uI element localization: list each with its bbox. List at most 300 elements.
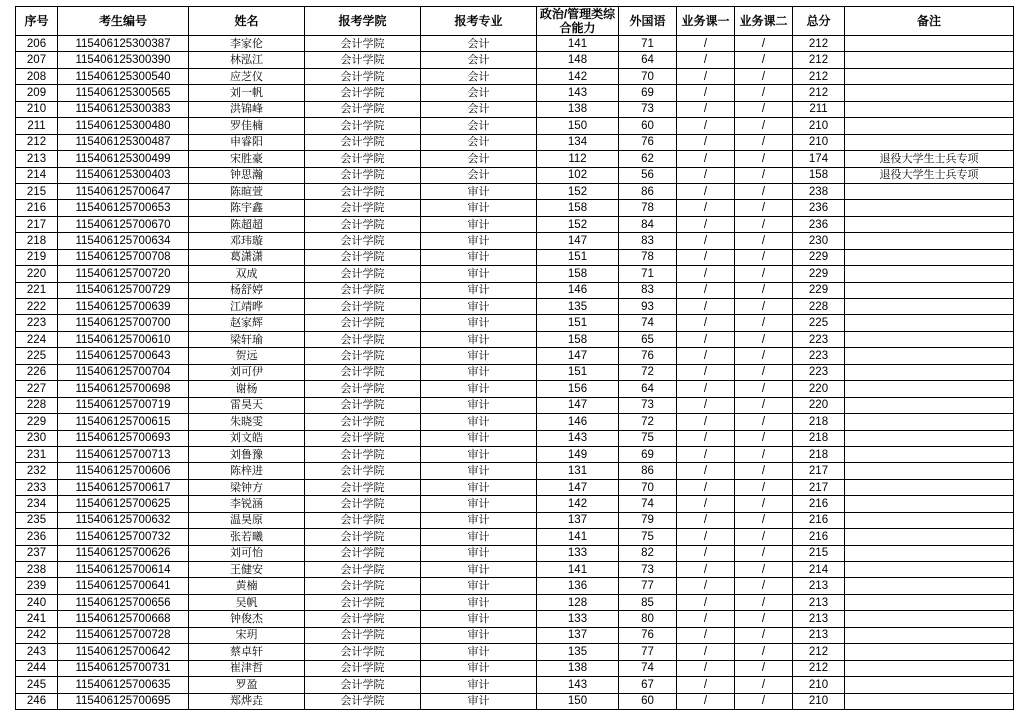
foreign-language-cell: 80 [619,611,677,627]
exam-id-cell: 115406125700610 [58,331,189,347]
exam-id-cell: 115406125700639 [58,299,189,315]
politics-cell: 143 [537,430,619,446]
college-cell: 会计学院 [305,512,421,528]
table-row [16,677,1014,693]
table-row [16,85,1014,101]
name-cell: 刘可伊 [189,364,305,380]
foreign-language-cell: 73 [619,397,677,413]
course-one-cell: / [677,134,735,150]
seq-cell: 217 [16,216,58,232]
seq-cell: 235 [16,512,58,528]
college-cell: 会计学院 [305,315,421,331]
name-cell: 陈梓进 [189,463,305,479]
course-one-cell: / [677,660,735,676]
course-one-cell: / [677,151,735,167]
course-one-cell: / [677,282,735,298]
name-cell: 申睿阳 [189,134,305,150]
seq-cell: 213 [16,151,58,167]
major-cell: 会计 [421,101,537,117]
seq-cell: 245 [16,677,58,693]
major-cell: 审计 [421,594,537,610]
course-two-cell: / [735,693,793,709]
foreign-language-cell: 65 [619,331,677,347]
college-cell: 会计学院 [305,496,421,512]
total-cell: 228 [793,299,845,315]
note-cell: 退役大学生士兵专项 [845,167,1014,183]
table-row [16,266,1014,282]
course-one-cell: / [677,545,735,561]
exam-id-cell: 115406125700704 [58,364,189,380]
major-cell: 会计 [421,68,537,84]
exam-id-cell: 115406125700656 [58,594,189,610]
note-cell [845,134,1014,150]
major-cell: 审计 [421,216,537,232]
course-one-cell: / [677,397,735,413]
exam-id-cell: 115406125700670 [58,216,189,232]
college-cell: 会计学院 [305,167,421,183]
exam-id-cell: 115406125700653 [58,200,189,216]
major-cell: 审计 [421,397,537,413]
note-cell [845,216,1014,232]
politics-cell: 135 [537,299,619,315]
major-cell: 审计 [421,611,537,627]
seq-cell: 212 [16,134,58,150]
politics-cell: 143 [537,85,619,101]
exam-id-cell: 115406125700625 [58,496,189,512]
college-cell: 会计学院 [305,529,421,545]
course-two-cell: / [735,183,793,199]
name-cell: 张若曦 [189,529,305,545]
major-cell: 审计 [421,562,537,578]
note-cell [845,677,1014,693]
seq-cell: 232 [16,463,58,479]
course-one-cell: / [677,381,735,397]
college-cell: 会计学院 [305,134,421,150]
course-two-cell: / [735,562,793,578]
seq-cell: 246 [16,693,58,709]
note-cell [845,118,1014,134]
table-row [16,594,1014,610]
college-cell: 会计学院 [305,397,421,413]
foreign-language-cell: 83 [619,233,677,249]
total-cell: 212 [793,68,845,84]
note-cell [845,397,1014,413]
college-cell: 会计学院 [305,200,421,216]
table-row [16,627,1014,643]
course-one-cell: / [677,299,735,315]
total-cell: 174 [793,151,845,167]
politics-cell: 147 [537,233,619,249]
header-foreign-language: 外国语 [619,7,677,36]
college-cell: 会计学院 [305,183,421,199]
exam-id-cell: 115406125700632 [58,512,189,528]
exam-id-cell: 115406125300540 [58,68,189,84]
total-cell: 229 [793,266,845,282]
course-two-cell: / [735,414,793,430]
note-cell [845,348,1014,364]
course-two-cell: / [735,200,793,216]
college-cell: 会计学院 [305,578,421,594]
seq-cell: 207 [16,52,58,68]
major-cell: 审计 [421,266,537,282]
name-cell: 郑烨垚 [189,693,305,709]
table-row [16,216,1014,232]
table-row [16,660,1014,676]
table-row [16,479,1014,495]
exam-id-cell: 115406125700731 [58,660,189,676]
politics-cell: 158 [537,266,619,282]
foreign-language-cell: 67 [619,677,677,693]
table-row [16,299,1014,315]
course-one-cell: / [677,167,735,183]
header-college: 报考学院 [305,7,421,36]
course-two-cell: / [735,348,793,364]
politics-cell: 151 [537,249,619,265]
note-cell [845,101,1014,117]
exam-id-cell: 115406125300403 [58,167,189,183]
seq-cell: 222 [16,299,58,315]
note-cell [845,249,1014,265]
politics-cell: 138 [537,660,619,676]
exam-id-cell: 115406125300383 [58,101,189,117]
name-cell: 洪锦峰 [189,101,305,117]
course-one-cell: / [677,331,735,347]
seq-cell: 244 [16,660,58,676]
exam-id-cell: 115406125300390 [58,52,189,68]
politics-cell: 138 [537,101,619,117]
course-two-cell: / [735,446,793,462]
major-cell: 审计 [421,479,537,495]
politics-cell: 128 [537,594,619,610]
college-cell: 会计学院 [305,660,421,676]
table-row [16,611,1014,627]
total-cell: 223 [793,348,845,364]
name-cell: 林泓江 [189,52,305,68]
course-two-cell: / [735,364,793,380]
total-cell: 223 [793,364,845,380]
politics-cell: 151 [537,315,619,331]
name-cell: 蔡卓轩 [189,644,305,660]
total-cell: 218 [793,430,845,446]
politics-cell: 112 [537,151,619,167]
note-cell [845,660,1014,676]
total-cell: 217 [793,479,845,495]
name-cell: 梁钟方 [189,479,305,495]
foreign-language-cell: 85 [619,594,677,610]
foreign-language-cell: 93 [619,299,677,315]
note-cell [845,331,1014,347]
table-row [16,562,1014,578]
foreign-language-cell: 62 [619,151,677,167]
foreign-language-cell: 75 [619,529,677,545]
header-seq: 序号 [16,7,58,36]
exam-id-cell: 115406125700713 [58,446,189,462]
major-cell: 审计 [421,364,537,380]
name-cell: 刘一帆 [189,85,305,101]
total-cell: 212 [793,52,845,68]
foreign-language-cell: 77 [619,578,677,594]
table-row [16,101,1014,117]
table-row [16,397,1014,413]
exam-id-cell: 115406125700642 [58,644,189,660]
politics-cell: 136 [537,578,619,594]
table-row [16,249,1014,265]
course-two-cell: / [735,430,793,446]
note-cell [845,266,1014,282]
course-two-cell: / [735,36,793,52]
header-row [16,7,1014,36]
name-cell: 钟思瀚 [189,167,305,183]
major-cell: 会计 [421,167,537,183]
college-cell: 会计学院 [305,644,421,660]
note-cell [845,529,1014,545]
course-two-cell: / [735,529,793,545]
note-cell [845,463,1014,479]
major-cell: 审计 [421,331,537,347]
foreign-language-cell: 60 [619,118,677,134]
table-row [16,167,1014,183]
note-cell [845,644,1014,660]
total-cell: 212 [793,644,845,660]
total-cell: 213 [793,611,845,627]
note-cell [845,693,1014,709]
total-cell: 236 [793,216,845,232]
table-row [16,693,1014,709]
politics-cell: 146 [537,282,619,298]
foreign-language-cell: 60 [619,693,677,709]
exam-id-cell: 115406125300487 [58,134,189,150]
name-cell: 梁轩瑜 [189,331,305,347]
course-one-cell: / [677,463,735,479]
course-one-cell: / [677,414,735,430]
total-cell: 230 [793,233,845,249]
name-cell: 刘可怡 [189,545,305,561]
name-cell: 双成 [189,266,305,282]
exam-id-cell: 115406125700643 [58,348,189,364]
college-cell: 会计学院 [305,611,421,627]
total-cell: 218 [793,446,845,462]
college-cell: 会计学院 [305,249,421,265]
course-one-cell: / [677,315,735,331]
name-cell: 李锐涵 [189,496,305,512]
course-one-cell: / [677,118,735,134]
table-row [16,446,1014,462]
note-cell [845,611,1014,627]
note-cell [845,85,1014,101]
course-two-cell: / [735,266,793,282]
seq-cell: 218 [16,233,58,249]
college-cell: 会计学院 [305,463,421,479]
name-cell: 谢杨 [189,381,305,397]
major-cell: 审计 [421,644,537,660]
politics-cell: 150 [537,118,619,134]
course-one-cell: / [677,677,735,693]
course-one-cell: / [677,266,735,282]
total-cell: 223 [793,331,845,347]
course-one-cell: / [677,496,735,512]
note-cell [845,479,1014,495]
seq-cell: 229 [16,414,58,430]
note-cell [845,183,1014,199]
note-cell [845,233,1014,249]
exam-id-cell: 115406125700719 [58,397,189,413]
foreign-language-cell: 76 [619,134,677,150]
course-two-cell: / [735,52,793,68]
politics-cell: 152 [537,183,619,199]
total-cell: 213 [793,594,845,610]
major-cell: 审计 [421,430,537,446]
note-cell [845,627,1014,643]
foreign-language-cell: 76 [619,627,677,643]
header-course-two: 业务课二 [735,7,793,36]
name-cell: 江靖晔 [189,299,305,315]
course-two-cell: / [735,677,793,693]
seq-cell: 234 [16,496,58,512]
major-cell: 审计 [421,496,537,512]
exam-id-cell: 115406125700698 [58,381,189,397]
exam-id-cell: 115406125700700 [58,315,189,331]
total-cell: 210 [793,134,845,150]
course-two-cell: / [735,397,793,413]
course-one-cell: / [677,562,735,578]
total-cell: 212 [793,660,845,676]
seq-cell: 224 [16,331,58,347]
college-cell: 会计学院 [305,348,421,364]
table-row [16,200,1014,216]
exam-id-cell: 115406125700617 [58,479,189,495]
table-row [16,282,1014,298]
course-two-cell: / [735,299,793,315]
name-cell: 应芝仪 [189,68,305,84]
total-cell: 216 [793,496,845,512]
note-cell [845,52,1014,68]
course-two-cell: / [735,496,793,512]
name-cell: 吴帆 [189,594,305,610]
foreign-language-cell: 79 [619,512,677,528]
politics-cell: 152 [537,216,619,232]
seq-cell: 208 [16,68,58,84]
major-cell: 审计 [421,693,537,709]
foreign-language-cell: 78 [619,249,677,265]
politics-cell: 147 [537,397,619,413]
note-cell [845,562,1014,578]
foreign-language-cell: 74 [619,660,677,676]
politics-cell: 149 [537,446,619,462]
course-two-cell: / [735,233,793,249]
course-one-cell: / [677,611,735,627]
note-cell [845,545,1014,561]
course-one-cell: / [677,364,735,380]
name-cell: 钟俊杰 [189,611,305,627]
major-cell: 会计 [421,36,537,52]
major-cell: 审计 [421,233,537,249]
header-politics: 政治/管理类综合能力 [537,7,619,36]
seq-cell: 216 [16,200,58,216]
exam-id-cell: 115406125700635 [58,677,189,693]
seq-cell: 223 [16,315,58,331]
politics-cell: 137 [537,512,619,528]
name-cell: 雷昊天 [189,397,305,413]
major-cell: 审计 [421,529,537,545]
table-row [16,36,1014,52]
exam-id-cell: 115406125700728 [58,627,189,643]
name-cell: 刘鲁豫 [189,446,305,462]
exam-id-cell: 115406125700729 [58,282,189,298]
exam-id-cell: 115406125700708 [58,249,189,265]
header-major: 报考专业 [421,7,537,36]
course-two-cell: / [735,315,793,331]
course-two-cell: / [735,463,793,479]
major-cell: 审计 [421,249,537,265]
seq-cell: 241 [16,611,58,627]
total-cell: 216 [793,529,845,545]
exam-id-cell: 115406125700626 [58,545,189,561]
seq-cell: 230 [16,430,58,446]
course-one-cell: / [677,446,735,462]
exam-id-cell: 115406125700693 [58,430,189,446]
course-one-cell: / [677,348,735,364]
name-cell: 贺远 [189,348,305,364]
politics-cell: 146 [537,414,619,430]
major-cell: 会计 [421,85,537,101]
name-cell: 陈暄萱 [189,183,305,199]
course-one-cell: / [677,644,735,660]
table-row [16,414,1014,430]
politics-cell: 131 [537,463,619,479]
politics-cell: 158 [537,200,619,216]
college-cell: 会计学院 [305,545,421,561]
course-one-cell: / [677,68,735,84]
politics-cell: 147 [537,479,619,495]
course-two-cell: / [735,512,793,528]
seq-cell: 239 [16,578,58,594]
politics-cell: 141 [537,562,619,578]
foreign-language-cell: 74 [619,496,677,512]
seq-cell: 227 [16,381,58,397]
course-two-cell: / [735,282,793,298]
exam-id-cell: 115406125700647 [58,183,189,199]
course-two-cell: / [735,627,793,643]
seq-cell: 237 [16,545,58,561]
note-cell [845,36,1014,52]
name-cell: 陈宇鑫 [189,200,305,216]
course-one-cell: / [677,52,735,68]
major-cell: 审计 [421,299,537,315]
name-cell: 朱晓雯 [189,414,305,430]
note-cell [845,578,1014,594]
course-two-cell: / [735,249,793,265]
note-cell [845,414,1014,430]
college-cell: 会计学院 [305,282,421,298]
foreign-language-cell: 76 [619,348,677,364]
table-row [16,52,1014,68]
table-row [16,183,1014,199]
course-two-cell: / [735,151,793,167]
total-cell: 220 [793,381,845,397]
course-one-cell: / [677,512,735,528]
note-cell [845,68,1014,84]
politics-cell: 143 [537,677,619,693]
major-cell: 审计 [421,660,537,676]
major-cell: 会计 [421,52,537,68]
header-name: 姓名 [189,7,305,36]
course-one-cell: / [677,249,735,265]
name-cell: 杨舒婷 [189,282,305,298]
college-cell: 会计学院 [305,627,421,643]
politics-cell: 133 [537,611,619,627]
major-cell: 审计 [421,183,537,199]
course-two-cell: / [735,578,793,594]
